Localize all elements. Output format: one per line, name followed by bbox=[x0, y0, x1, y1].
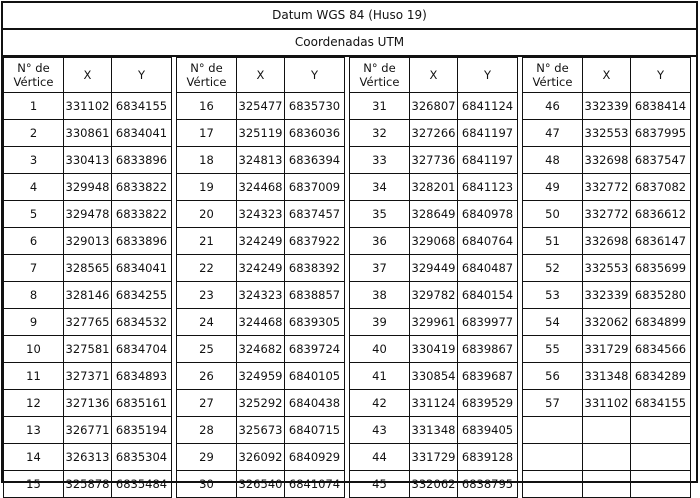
x-coordinate: 328146 bbox=[64, 282, 112, 309]
x-coordinate: 330854 bbox=[410, 363, 458, 390]
vertex-number bbox=[523, 444, 583, 471]
y-coordinate: 6839867 bbox=[458, 336, 518, 363]
vertex-number: 35 bbox=[350, 201, 410, 228]
x-column-header: X bbox=[64, 58, 112, 93]
vertex-block bbox=[349, 57, 518, 498]
table-row bbox=[177, 390, 345, 417]
table-row bbox=[350, 174, 518, 201]
table-row bbox=[4, 93, 172, 120]
vertex-number: 29 bbox=[177, 444, 237, 471]
vertex-number: 26 bbox=[177, 363, 237, 390]
x-coordinate: 332339 bbox=[583, 93, 631, 120]
vertex-column-header: N° de Vértice bbox=[350, 58, 410, 93]
y-column-header: Y bbox=[631, 58, 691, 93]
table-row bbox=[350, 336, 518, 363]
table-row bbox=[350, 201, 518, 228]
y-coordinate: 6833822 bbox=[112, 174, 172, 201]
vertex-number: 34 bbox=[350, 174, 410, 201]
x-coordinate: 325673 bbox=[237, 417, 285, 444]
vertex-number: 41 bbox=[350, 363, 410, 390]
table-row bbox=[4, 201, 172, 228]
x-coordinate: 324249 bbox=[237, 255, 285, 282]
y-coordinate: 6836394 bbox=[285, 147, 345, 174]
table-subtitle: Coordenadas UTM bbox=[3, 30, 696, 57]
vertex-number: 17 bbox=[177, 120, 237, 147]
y-coordinate: 6834041 bbox=[112, 255, 172, 282]
y-coordinate: 6833896 bbox=[112, 147, 172, 174]
y-coordinate: 6836147 bbox=[631, 228, 691, 255]
vertex-column-header: N° de Vértice bbox=[4, 58, 64, 93]
y-coordinate: 6840715 bbox=[285, 417, 345, 444]
x-coordinate: 329068 bbox=[410, 228, 458, 255]
table-row bbox=[177, 363, 345, 390]
table-row bbox=[4, 120, 172, 147]
x-coordinate: 332062 bbox=[410, 471, 458, 498]
vertex-number: 56 bbox=[523, 363, 583, 390]
y-coordinate: 6834155 bbox=[631, 390, 691, 417]
table-row bbox=[4, 255, 172, 282]
table-row bbox=[177, 147, 345, 174]
table-row bbox=[4, 390, 172, 417]
table-row bbox=[350, 444, 518, 471]
y-coordinate: 6840487 bbox=[458, 255, 518, 282]
vertex-number: 12 bbox=[4, 390, 64, 417]
vertex-number: 48 bbox=[523, 147, 583, 174]
vertex-number: 20 bbox=[177, 201, 237, 228]
vertex-number: 45 bbox=[350, 471, 410, 498]
x-coordinate: 332553 bbox=[583, 120, 631, 147]
vertex-number: 11 bbox=[4, 363, 64, 390]
x-coordinate: 331102 bbox=[64, 93, 112, 120]
table-row bbox=[350, 309, 518, 336]
x-coordinate: 326092 bbox=[237, 444, 285, 471]
x-coordinate: 324959 bbox=[237, 363, 285, 390]
vertex-number: 47 bbox=[523, 120, 583, 147]
vertex-column-header: N° de Vértice bbox=[177, 58, 237, 93]
x-coordinate: 331124 bbox=[410, 390, 458, 417]
table-title: Datum WGS 84 (Huso 19) bbox=[3, 3, 696, 30]
table-row bbox=[350, 147, 518, 174]
vertex-number: 8 bbox=[4, 282, 64, 309]
y-coordinate: 6834899 bbox=[631, 309, 691, 336]
y-coordinate: 6834255 bbox=[112, 282, 172, 309]
vertex-number: 37 bbox=[350, 255, 410, 282]
y-coordinate bbox=[631, 417, 691, 444]
vertex-column-header: N° de Vértice bbox=[523, 58, 583, 93]
y-coordinate: 6837995 bbox=[631, 120, 691, 147]
x-coordinate: 328565 bbox=[64, 255, 112, 282]
vertex-number: 38 bbox=[350, 282, 410, 309]
y-coordinate: 6838392 bbox=[285, 255, 345, 282]
y-coordinate: 6839529 bbox=[458, 390, 518, 417]
vertex-number: 46 bbox=[523, 93, 583, 120]
table-row bbox=[177, 444, 345, 471]
table-row bbox=[523, 255, 691, 282]
x-coordinate: 324468 bbox=[237, 174, 285, 201]
table-row bbox=[523, 444, 691, 471]
table-row bbox=[350, 120, 518, 147]
y-coordinate: 6836036 bbox=[285, 120, 345, 147]
x-coordinate: 329478 bbox=[64, 201, 112, 228]
table-row bbox=[350, 93, 518, 120]
x-coordinate: 328201 bbox=[410, 174, 458, 201]
x-coordinate: 329013 bbox=[64, 228, 112, 255]
x-coordinate: 324468 bbox=[237, 309, 285, 336]
table-row bbox=[523, 282, 691, 309]
y-coordinate: 6835730 bbox=[285, 93, 345, 120]
vertex-number: 57 bbox=[523, 390, 583, 417]
table-row bbox=[350, 228, 518, 255]
table-row bbox=[4, 147, 172, 174]
vertex-number: 40 bbox=[350, 336, 410, 363]
x-coordinate: 328649 bbox=[410, 201, 458, 228]
x-coordinate: 329449 bbox=[410, 255, 458, 282]
x-column-header: X bbox=[410, 58, 458, 93]
x-coordinate: 329782 bbox=[410, 282, 458, 309]
x-coordinate: 329948 bbox=[64, 174, 112, 201]
table-row bbox=[4, 336, 172, 363]
table-row bbox=[177, 228, 345, 255]
x-coordinate: 324682 bbox=[237, 336, 285, 363]
vertex-number: 13 bbox=[4, 417, 64, 444]
y-coordinate: 6841197 bbox=[458, 147, 518, 174]
vertex-number: 36 bbox=[350, 228, 410, 255]
vertex-number: 4 bbox=[4, 174, 64, 201]
y-coordinate: 6834041 bbox=[112, 120, 172, 147]
x-coordinate: 324249 bbox=[237, 228, 285, 255]
x-coordinate: 327736 bbox=[410, 147, 458, 174]
coordinates-table bbox=[1, 1, 698, 491]
table-row bbox=[4, 417, 172, 444]
y-coordinate: 6839687 bbox=[458, 363, 518, 390]
y-coordinate: 6838857 bbox=[285, 282, 345, 309]
y-coordinate: 6839305 bbox=[285, 309, 345, 336]
vertex-grid bbox=[3, 57, 696, 491]
x-coordinate: 332698 bbox=[583, 228, 631, 255]
vertex-number: 30 bbox=[177, 471, 237, 498]
x-coordinate bbox=[583, 471, 631, 498]
vertex-number: 10 bbox=[4, 336, 64, 363]
y-column-header: Y bbox=[458, 58, 518, 93]
vertex-number: 39 bbox=[350, 309, 410, 336]
table-row bbox=[177, 120, 345, 147]
x-coordinate: 332772 bbox=[583, 174, 631, 201]
y-coordinate: 6841197 bbox=[458, 120, 518, 147]
y-coordinate: 6833822 bbox=[112, 201, 172, 228]
x-coordinate: 331348 bbox=[410, 417, 458, 444]
x-coordinate: 327581 bbox=[64, 336, 112, 363]
x-coordinate: 326313 bbox=[64, 444, 112, 471]
y-coordinate: 6833896 bbox=[112, 228, 172, 255]
y-coordinate: 6835161 bbox=[112, 390, 172, 417]
table-row bbox=[523, 363, 691, 390]
y-coordinate: 6837082 bbox=[631, 174, 691, 201]
x-coordinate bbox=[583, 417, 631, 444]
y-coordinate: 6837922 bbox=[285, 228, 345, 255]
y-coordinate: 6841123 bbox=[458, 174, 518, 201]
table-row bbox=[350, 471, 518, 498]
vertex-number: 19 bbox=[177, 174, 237, 201]
vertex-number: 52 bbox=[523, 255, 583, 282]
y-coordinate: 6840154 bbox=[458, 282, 518, 309]
x-coordinate: 327266 bbox=[410, 120, 458, 147]
vertex-number: 49 bbox=[523, 174, 583, 201]
table-row bbox=[350, 417, 518, 444]
vertex-number: 23 bbox=[177, 282, 237, 309]
table-row bbox=[350, 390, 518, 417]
x-coordinate: 326807 bbox=[410, 93, 458, 120]
table-row bbox=[350, 282, 518, 309]
table-row bbox=[177, 201, 345, 228]
x-coordinate: 324813 bbox=[237, 147, 285, 174]
y-coordinate: 6839977 bbox=[458, 309, 518, 336]
table-row bbox=[4, 444, 172, 471]
x-coordinate: 332062 bbox=[583, 309, 631, 336]
table-row bbox=[350, 363, 518, 390]
vertex-number: 50 bbox=[523, 201, 583, 228]
x-coordinate: 331348 bbox=[583, 363, 631, 390]
x-coordinate: 324323 bbox=[237, 201, 285, 228]
y-coordinate: 6835699 bbox=[631, 255, 691, 282]
x-coordinate: 329961 bbox=[410, 309, 458, 336]
vertex-number: 27 bbox=[177, 390, 237, 417]
x-coordinate bbox=[583, 444, 631, 471]
table-row bbox=[523, 201, 691, 228]
vertex-number: 44 bbox=[350, 444, 410, 471]
y-coordinate: 6834532 bbox=[112, 309, 172, 336]
vertex-number: 3 bbox=[4, 147, 64, 174]
table-row bbox=[523, 93, 691, 120]
y-coordinate: 6836612 bbox=[631, 201, 691, 228]
vertex-number: 54 bbox=[523, 309, 583, 336]
x-coordinate: 332698 bbox=[583, 147, 631, 174]
x-column-header: X bbox=[583, 58, 631, 93]
x-coordinate: 326540 bbox=[237, 471, 285, 498]
x-coordinate: 332772 bbox=[583, 201, 631, 228]
table-row bbox=[177, 309, 345, 336]
y-column-header: Y bbox=[112, 58, 172, 93]
y-coordinate: 6840105 bbox=[285, 363, 345, 390]
vertex-number: 25 bbox=[177, 336, 237, 363]
vertex-number: 1 bbox=[4, 93, 64, 120]
table-row bbox=[523, 390, 691, 417]
table-row bbox=[523, 471, 691, 498]
y-coordinate: 6841124 bbox=[458, 93, 518, 120]
table-row bbox=[523, 174, 691, 201]
table-row bbox=[4, 471, 172, 498]
x-column-header: X bbox=[237, 58, 285, 93]
vertex-number: 55 bbox=[523, 336, 583, 363]
vertex-block bbox=[3, 57, 172, 498]
vertex-number bbox=[523, 471, 583, 498]
x-coordinate: 330419 bbox=[410, 336, 458, 363]
y-coordinate: 6834704 bbox=[112, 336, 172, 363]
y-coordinate: 6837547 bbox=[631, 147, 691, 174]
vertex-number: 6 bbox=[4, 228, 64, 255]
x-coordinate: 332339 bbox=[583, 282, 631, 309]
y-coordinate: 6840978 bbox=[458, 201, 518, 228]
table-row bbox=[4, 174, 172, 201]
vertex-number: 43 bbox=[350, 417, 410, 444]
x-coordinate: 327136 bbox=[64, 390, 112, 417]
vertex-number: 21 bbox=[177, 228, 237, 255]
y-coordinate: 6840929 bbox=[285, 444, 345, 471]
vertex-number: 33 bbox=[350, 147, 410, 174]
vertex-number: 22 bbox=[177, 255, 237, 282]
x-coordinate: 324323 bbox=[237, 282, 285, 309]
y-coordinate: 6840438 bbox=[285, 390, 345, 417]
table-row bbox=[4, 363, 172, 390]
y-coordinate: 6837457 bbox=[285, 201, 345, 228]
x-coordinate: 330413 bbox=[64, 147, 112, 174]
vertex-number: 28 bbox=[177, 417, 237, 444]
table-row bbox=[177, 282, 345, 309]
y-column-header: Y bbox=[285, 58, 345, 93]
table-row bbox=[350, 255, 518, 282]
vertex-number: 18 bbox=[177, 147, 237, 174]
vertex-number: 14 bbox=[4, 444, 64, 471]
x-coordinate: 332553 bbox=[583, 255, 631, 282]
vertex-block bbox=[176, 57, 345, 498]
table-row bbox=[177, 417, 345, 444]
x-coordinate: 331729 bbox=[410, 444, 458, 471]
table-row bbox=[177, 255, 345, 282]
table-row bbox=[177, 93, 345, 120]
y-coordinate: 6838795 bbox=[458, 471, 518, 498]
vertex-number: 32 bbox=[350, 120, 410, 147]
table-row bbox=[523, 309, 691, 336]
x-coordinate: 325477 bbox=[237, 93, 285, 120]
y-coordinate: 6835194 bbox=[112, 417, 172, 444]
x-coordinate: 325292 bbox=[237, 390, 285, 417]
table-row bbox=[177, 471, 345, 498]
y-coordinate: 6834566 bbox=[631, 336, 691, 363]
vertex-number: 5 bbox=[4, 201, 64, 228]
table-row bbox=[523, 336, 691, 363]
y-coordinate: 6838414 bbox=[631, 93, 691, 120]
y-coordinate: 6841074 bbox=[285, 471, 345, 498]
vertex-number: 7 bbox=[4, 255, 64, 282]
table-row bbox=[4, 282, 172, 309]
x-coordinate: 325119 bbox=[237, 120, 285, 147]
table-row bbox=[4, 309, 172, 336]
x-coordinate: 330861 bbox=[64, 120, 112, 147]
y-coordinate bbox=[631, 471, 691, 498]
vertex-number: 42 bbox=[350, 390, 410, 417]
vertex-number: 53 bbox=[523, 282, 583, 309]
vertex-number bbox=[523, 417, 583, 444]
table-row bbox=[523, 417, 691, 444]
y-coordinate: 6839128 bbox=[458, 444, 518, 471]
y-coordinate bbox=[631, 444, 691, 471]
x-coordinate: 331729 bbox=[583, 336, 631, 363]
y-coordinate: 6839724 bbox=[285, 336, 345, 363]
y-coordinate: 6835484 bbox=[112, 471, 172, 498]
y-coordinate: 6835304 bbox=[112, 444, 172, 471]
y-coordinate: 6839405 bbox=[458, 417, 518, 444]
y-coordinate: 6840764 bbox=[458, 228, 518, 255]
vertex-number: 2 bbox=[4, 120, 64, 147]
vertex-number: 31 bbox=[350, 93, 410, 120]
x-coordinate: 327765 bbox=[64, 309, 112, 336]
vertex-block bbox=[522, 57, 691, 498]
vertex-number: 15 bbox=[4, 471, 64, 498]
y-coordinate: 6834289 bbox=[631, 363, 691, 390]
x-coordinate: 327371 bbox=[64, 363, 112, 390]
table-row bbox=[177, 336, 345, 363]
table-row bbox=[523, 120, 691, 147]
table-row bbox=[523, 147, 691, 174]
y-coordinate: 6837009 bbox=[285, 174, 345, 201]
table-row bbox=[523, 228, 691, 255]
y-coordinate: 6834155 bbox=[112, 93, 172, 120]
y-coordinate: 6835280 bbox=[631, 282, 691, 309]
x-coordinate: 325878 bbox=[64, 471, 112, 498]
vertex-number: 24 bbox=[177, 309, 237, 336]
vertex-number: 51 bbox=[523, 228, 583, 255]
table-row bbox=[4, 228, 172, 255]
table-row bbox=[177, 174, 345, 201]
x-coordinate: 331102 bbox=[583, 390, 631, 417]
x-coordinate: 326771 bbox=[64, 417, 112, 444]
vertex-number: 9 bbox=[4, 309, 64, 336]
vertex-number: 16 bbox=[177, 93, 237, 120]
y-coordinate: 6834893 bbox=[112, 363, 172, 390]
